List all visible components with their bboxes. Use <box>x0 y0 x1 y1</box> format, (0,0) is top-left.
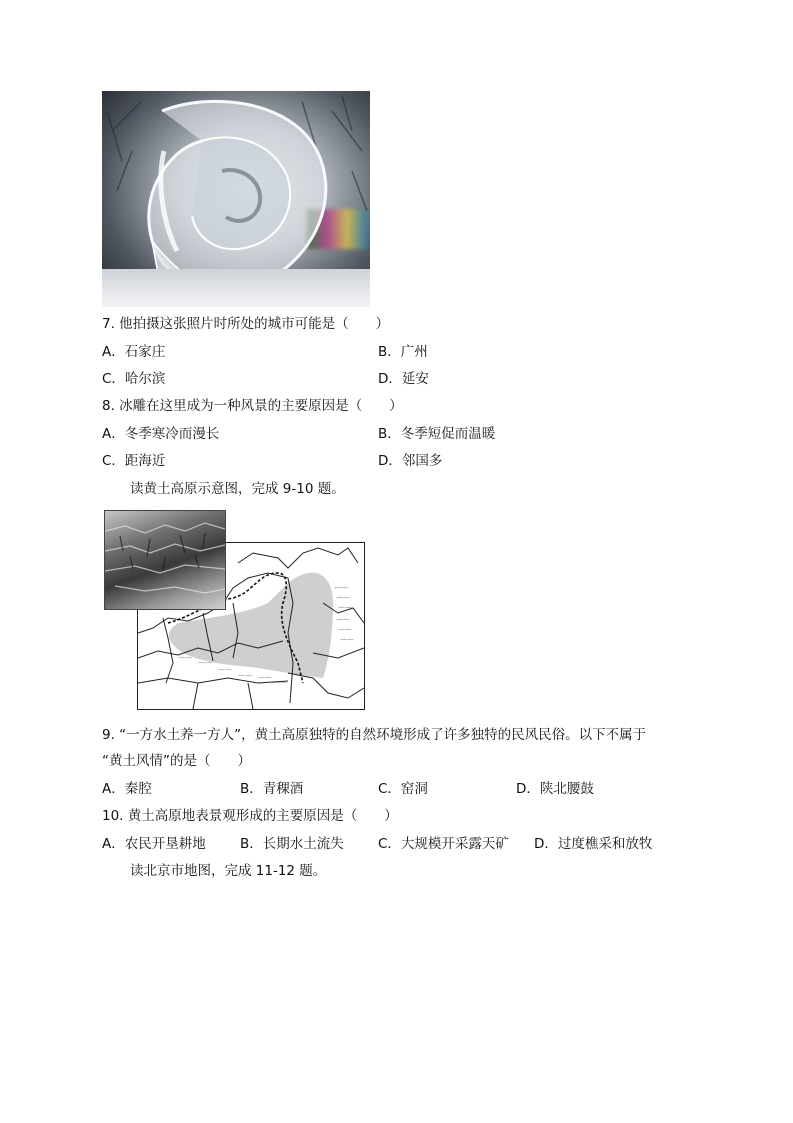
svg-text:⌒⌒: ⌒⌒ <box>218 669 232 677</box>
svg-text:⌒⌒: ⌒⌒ <box>198 662 212 670</box>
q7-option-d[interactable]: D．延安 <box>378 371 429 387</box>
q9-option-a[interactable]: A．秦腔 <box>102 781 152 797</box>
svg-text:⌒⌒: ⌒⌒ <box>336 597 350 605</box>
q7-stem: 7. 他拍摄这张照片时所处的城市可能是（ ） <box>102 316 390 332</box>
q8-option-d[interactable]: D．邻国多 <box>378 453 443 469</box>
q10-option-c[interactable]: C．大规模开采露天矿 <box>378 836 509 852</box>
q10-option-b[interactable]: B．长期水土流失 <box>240 836 344 852</box>
intro-beijing-map: 读北京市地图，完成 11-12 题。 <box>130 863 327 879</box>
q9-stem-line2: “黄土风情”的是（ ） <box>102 753 251 769</box>
q9-option-d[interactable]: D．陕北腰鼓 <box>516 781 594 797</box>
q8-stem: 8. 冰雕在这里成为一种风景的主要原因是（ ） <box>102 398 403 414</box>
svg-text:⌒⌒: ⌒⌒ <box>334 587 348 595</box>
q7-option-a[interactable]: A．石家庄 <box>102 344 166 360</box>
svg-text:⌒⌒: ⌒⌒ <box>238 675 252 683</box>
svg-text:⌒⌒: ⌒⌒ <box>273 682 287 690</box>
q10-option-a[interactable]: A．农民开垦耕地 <box>102 836 206 852</box>
loess-gully-graphic <box>105 511 225 609</box>
q10-option-d[interactable]: D．过度樵采和放牧 <box>534 836 653 852</box>
ice-sculpture-photo <box>102 91 370 307</box>
svg-text:⌒⌒: ⌒⌒ <box>258 677 272 685</box>
svg-text:⌒⌒: ⌒⌒ <box>336 619 350 627</box>
q10-stem: 10. 黄土高原地表景观形成的主要原因是（ ） <box>102 808 398 824</box>
q7-option-b[interactable]: B．广州 <box>378 344 428 360</box>
svg-text:⌒⌒: ⌒⌒ <box>338 629 352 637</box>
q9-option-b[interactable]: B．青稞酒 <box>240 781 304 797</box>
svg-text:⌒⌒: ⌒⌒ <box>340 639 354 647</box>
q8-option-b[interactable]: B．冬季短促而温暖 <box>378 426 496 442</box>
intro-loess-plateau: 读黄土高原示意图，完成 9-10 题。 <box>130 481 345 497</box>
q9-option-c[interactable]: C．窑洞 <box>378 781 428 797</box>
q7-option-c[interactable]: C．哈尔滨 <box>102 371 166 387</box>
q9-stem-line1: 9. “一方水土养一方人”，黄土高原独特的自然环境形成了许多独特的民风民俗。以下不属于 <box>102 727 647 743</box>
svg-text:⌒⌒: ⌒⌒ <box>338 607 352 615</box>
q8-option-c[interactable]: C．距海近 <box>102 453 166 469</box>
svg-text:⌒⌒: ⌒⌒ <box>178 657 192 665</box>
snow-ground <box>102 269 370 307</box>
q8-option-a[interactable]: A．冬季寒冷而漫长 <box>102 426 220 442</box>
loess-gully-photo <box>104 510 226 610</box>
